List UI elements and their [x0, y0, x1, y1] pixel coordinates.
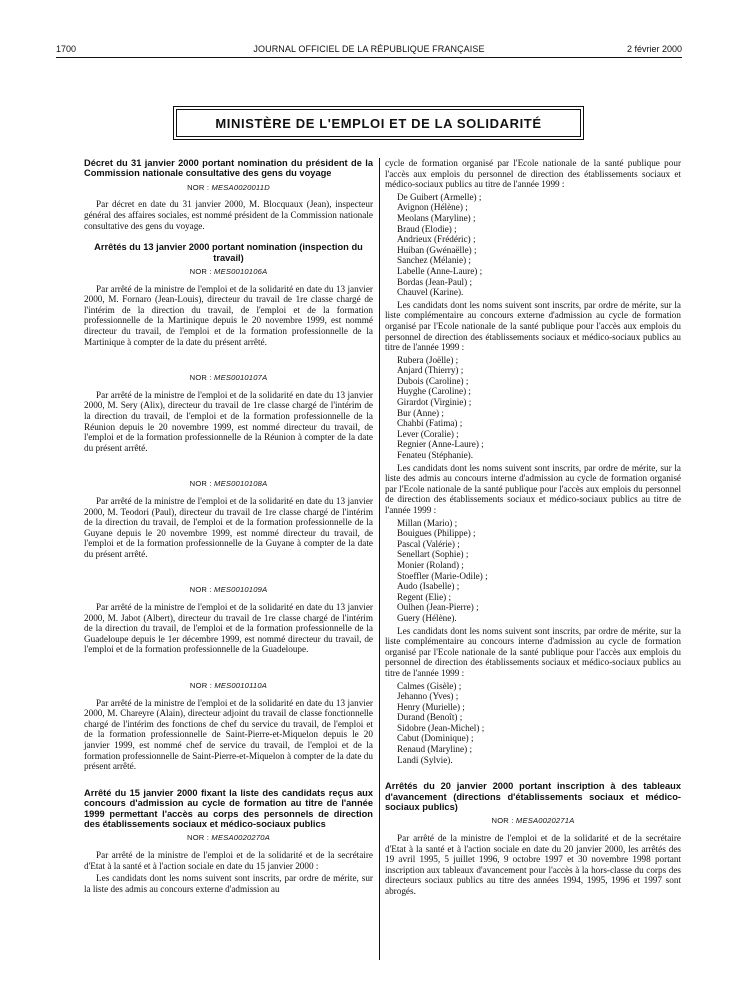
list-item: Bur (Anne) ; [397, 407, 444, 418]
list-item: Renaud (Maryline) ; [397, 744, 473, 755]
list-item: Oulhen (Jean-Pierre) ; [397, 602, 479, 613]
nor-code: MESA0020270A [211, 833, 270, 843]
arrete-body: Par arrêté de la ministre de l'emploi et de la solidarité en date du 13 janvier 2000, M. Fornaro (Jean-Louis), directeur du travail de 1re classe chargé de l'intérim de la direction du travail, de l'emploi et de la formation professionnelle de la Martinique depuis le 20 novembre 1999, est nommé directeur du travail, de l'emploi et de la formation professionnelle de la Martinique à compter de la date du présent arrêté. [84, 283, 373, 347]
list-item: De Guibert (Armelle) ; [397, 191, 482, 202]
nor-code: MESA0020271A [515, 816, 575, 826]
left-column [84, 158, 373, 896]
header-rule [56, 57, 682, 58]
list-item: Stoeffler (Marie-Odile) ; [397, 570, 488, 581]
page-header [56, 44, 682, 58]
nor-label: NOR : [187, 182, 210, 192]
list-item: Lever (Coralie) ; [397, 428, 459, 439]
list-item: Girardot (Virginie) ; [397, 397, 472, 408]
decret-body: Par décret en date du 31 janvier 2000, M. Blocquaux (Jean), inspecteur général des affaires sociales, est nommé président de la Commission nationale consultative des gens du voyage. [84, 199, 373, 231]
list-item: Bordas (Jean-Paul) ; [397, 276, 473, 287]
name-list-4 [385, 681, 681, 766]
list-item: Sidobre (Jean-Michel) ; [397, 722, 485, 733]
list-item: Cabut (Dominique) ; [397, 733, 474, 744]
list-item: Durand (Benoît) ; [397, 712, 463, 723]
list-item: Henry (Murielle) ; [397, 701, 465, 712]
list-item: Bouigues (Philippe) ; [397, 528, 476, 539]
nor-code: MESA0020011D [211, 182, 270, 192]
arrete15-intro: Les candidats dont les noms suivent sont inscrits, par ordre de mérite, sur la liste des admis au concours externe d'admission au [84, 873, 373, 894]
list-intro: Les candidats dont les noms suivent sont inscrits, par ordre de mérite, sur la liste des admis au concours interne d'admission au cycle de formation organisé par l'Ecole nationale de la santé publique pour l'accès aux emplois du personnel de direction des établissements sociaux et médico-sociaux publics au titre de l'année 1999 : [385, 462, 681, 515]
ministry-box [173, 106, 584, 140]
nor-line: NOR : MES0010110A [189, 681, 268, 691]
nor-line: NOR : MESA0020270A [187, 833, 270, 843]
decret-title: Décret du 31 janvier 2000 portant nomination du président de la Commission nationale consultative des gens du voyage [84, 158, 373, 179]
name-list-2 [385, 355, 681, 461]
list-item: Monier (Roland) ; [397, 559, 464, 570]
arrete20-title: Arrêtés du 20 janvier 2000 portant inscription à des tableaux d'avancement (directions d'établissements sociaux et médico-sociaux publics) [385, 781, 681, 813]
list-item: Rubera (Joëlle) ; [397, 354, 459, 365]
nor-line [84, 183, 373, 194]
list-item: Dubois (Caroline) ; [397, 375, 469, 386]
right-column [385, 158, 681, 899]
list-item: Huyghe (Caroline) ; [397, 386, 471, 397]
arrete-body: Par arrêté de la ministre de l'emploi et de la solidarité en date du 13 janvier 2000, M. Teodori (Paul), directeur du travail de 1re classe chargé de l'intérim de la direction du travail, de l'emploi et de la formation professionnelle de la Guyane depuis le 20 novembre 1999, est nommé directeur du travail, de l'emploi et de la formation professionnelle de la Guyane à compter de la date du présent arrêté. [84, 495, 373, 559]
list-intro: Les candidats dont les noms suivent sont inscrits, par ordre de mérite, sur la liste complémentaire au concours externe d'admission au cycle de formation organisé par l'Ecole nationale de la santé publique pour l'accès aux emplois du personnel de direction des établissements sociaux et médico-sociaux publics au titre de l'année 1999 : [385, 299, 681, 353]
list-item: Labelle (Anne-Laure) ; [397, 265, 483, 276]
ministry-title: MINISTÈRE DE L'EMPLOI ET DE LA SOLIDARITÉ [176, 109, 581, 137]
name-list-1 [385, 192, 681, 298]
arrete15-title: Arrêté du 15 janvier 2000 fixant la liste des candidats reçus aux concours d'admission au cycle de formation au titre de l'année 1999 permettant l'accès au corps des personnels de direction des établissements sociaux et médico-sociaux publics [84, 787, 373, 829]
list-item: Meolans (Maryline) ; [397, 212, 476, 223]
column-divider [379, 158, 380, 960]
arrete-body: Par arrêté de la ministre de l'emploi et de la solidarité en date du 13 janvier 2000, M. Sery (Alix), directeur du travail de 1re classe chargé de l'intérim de la direction du travail, de l'emploi et de la formation professionnelle de la Réunion depuis le 20 novembre 1999, est nommé directeur du travail, de l'emploi et de la formation professionnelle de la Réunion à compter de la date du présent arrêté. [84, 389, 373, 453]
nor-code: MES0010106A [214, 267, 268, 276]
list-item: Huiban (Gwénaëlle) ; [397, 244, 477, 255]
list-item: Pascal (Valérie) ; [397, 538, 460, 549]
list-item: Andrieux (Frédéric) ; [397, 234, 476, 245]
list-item: Jehanno (Yves) ; [397, 691, 459, 702]
list-item: Chauvel (Karine). [397, 287, 464, 298]
nor-line: NOR : MES0010106A [189, 267, 268, 276]
list-item: Anjard (Thierry) ; [397, 365, 464, 376]
arrete-body: Par arrêté de la ministre de l'emploi et de la solidarité en date du 13 janvier 2000, M. Chareyre (Alain), directeur adjoint du travail de classe fonctionnelle chargé de l'intérim des fonctions de chef du service du travail, de l'emploi et de la formation professionnelle de Saint-Pierre-et-Miquelon depuis le 20 janvier 1999, est nommé chef de service du travail, de l'emploi et de la formation professionnelle de Saint-Pierre-et-Miquelon à compter de la date du présent arrêté. [84, 697, 373, 772]
arrete15-body: Par arrêté de la ministre de l'emploi et de la solidarité et de la secrétaire d'Etat à la santé et à l'action sociale en date du 15 janvier 2000 : [84, 850, 373, 871]
list-item: Audo (Isabelle) ; [397, 581, 460, 592]
list-item: Senellart (Sophie) ; [397, 549, 469, 560]
list-item: Sanchez (Mélanie) ; [397, 255, 471, 266]
list-item: Braud (Elodie) ; [397, 223, 457, 234]
list-item: Landi (Sylvie). [397, 754, 453, 765]
nor-line: NOR : MES0010108A [189, 479, 268, 489]
nor-code: MES0010107A [214, 373, 268, 383]
list-item: Avignon (Hélène) ; [397, 202, 468, 213]
continued-text: cycle de formation organisé par l'Ecole nationale de la santé publique pour l'accès aux emplois du personnel de direction des établissements sociaux et médico-sociaux publics au titre de l'année 1999 : [385, 158, 681, 190]
list-item: Chahbi (Fatima) ; [397, 418, 463, 429]
list-item: Regent (Elie) ; [397, 591, 452, 602]
name-list-3 [385, 518, 681, 624]
list-intro: Les candidats dont les noms suivent sont inscrits, par ordre de mérite, sur la liste complémentaire au concours interne d'admission au cycle de formation organisé par l'Ecole nationale de la santé publique pour l'accès aux emplois du personnel de direction des établissements sociaux et médico-sociaux publics au titre de l'année 1999 : [385, 625, 681, 678]
nor-line: NOR : MESA0020271A [491, 816, 575, 826]
issue-date: 2 février 2000 [626, 44, 682, 54]
page-number: 1700 [56, 44, 77, 54]
list-item: Fenateu (Stéphanie). [397, 450, 474, 461]
nor-code: MES0010108A [214, 479, 268, 489]
nor-line: NOR : MES0010109A [189, 585, 268, 595]
arrete20-body: Par arrêté de la ministre de l'emploi et de la solidarité et de la secrétaire d'Etat à la santé et à l'action sociale en date du 20 janvier 2000, les arrêtés des 19 avril 1995, 5 juillet 1996, 9 octobre 1997 et 30 novembre 1998 portant inscription aux tableaux d'avancement pour l'accès à la hors-classe du corps des directeurs sociaux publics au titre des années 1994, 1995, 1996 et 1997 sont abrogés. [385, 833, 681, 897]
list-item: Regnier (Anne-Laure) ; [397, 439, 484, 450]
list-item: Millan (Mario) ; [397, 517, 458, 528]
list-item: Guery (Hélène). [397, 612, 457, 623]
nor-code: MES0010109A [214, 585, 268, 595]
list-item: Calmes (Gisèle) ; [397, 680, 462, 691]
nor-line: NOR : MES0010107A [189, 373, 268, 383]
arretes-title: Arrêtés du 13 janvier 2000 portant nomination (inspection du travail) [94, 242, 363, 263]
journal-title: JOURNAL OFFICIEL DE LA RÉPUBLIQUE FRANÇAISE [253, 44, 485, 54]
arrete-body: Par arrêté de la ministre de l'emploi et de la solidarité en date du 13 janvier 2000, M. Jabot (Albert), directeur du travail de 1re classe chargé de l'intérim de la direction du travail, de l'emploi et de la formation professionnelle de la Guadeloupe depuis le 1er décembre 1999, est nommé directeur du travail, de l'emploi et de la formation professionnelle de la Guadeloupe. [84, 602, 373, 655]
nor-code: MES0010110A [214, 681, 268, 691]
